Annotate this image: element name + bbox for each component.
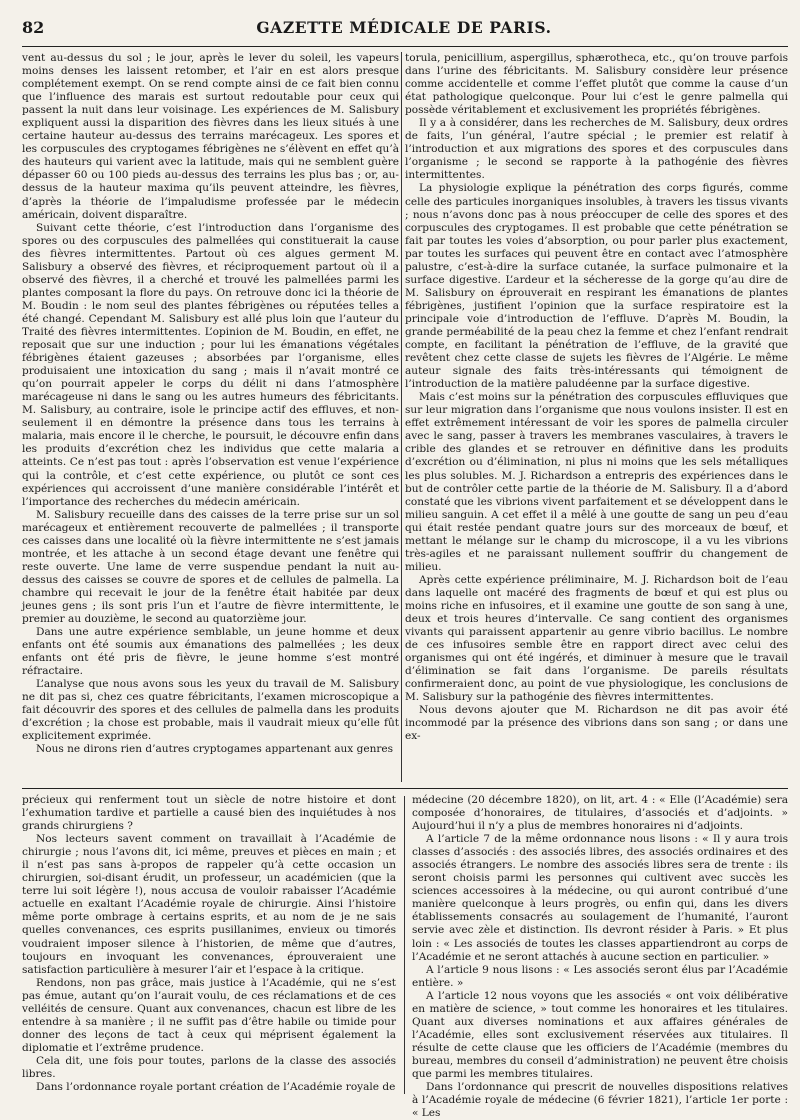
paragraph: Nous ne dirons rien d’autres cryptogames appartenant aux genres	[36, 743, 394, 756]
page-header	[22, 18, 786, 44]
article-top-left-column	[22, 52, 399, 780]
article-bottom-left-column	[22, 794, 396, 1094]
page-title: GAZETTE MÉDICALE DE PARIS.	[256, 18, 552, 37]
paragraph: A l’article 7 de la même ordonnance nous lisons : « Il y aura trois classes d’associés : des associés libres, des associés ordinaires et des associés étrangers. Le nombre des associés libres sera de trente : ils seront choisis parmi les personnes qui cultivent avec succès les sciences accessoires à la médecine, ou qui auront contribué d’une manière quelconque à leurs progrès, ou enfin qui, dans les divers établissements consacrés au soulagement de l’humanité, l’auront servie avec zèle et distinction. Ils devront résider à Paris. » Et plus loin : « Les associés de toutes les classes appartiendront au corps de l’Académie et ne seront attachés à aucune section en particulier. »	[412, 833, 788, 963]
paragraph: Nos lecteurs savent comment on travaillait à l’Académie de chirurgie ; nous l’avons dit, ici même, preuves et pièces en main ; et il n’est pas sans à-propos de rappeler qu’à cette occasion un chirurgien, soi-disant érudit, un professeur, un académicien (que la terre lui soit légère !), nous accusa de vouloir rabaisser l’Académie actuelle en exaltant l’Académie royale de chirurgie. Ainsi l’histoire même porte ombrage à certains esprits, et au nom de je ne sais quelles convenances, ces esprits pusillanimes, envieux ou timorés voudraient imposer silence à l’historien, de même que d’autres, toujours en invoquant les convenances, éprouveraient une satisfaction particulière à mesurer l’air et l’espace à la critique.	[22, 833, 396, 976]
paragraph: Rendons, non pas grâce, mais justice à l’Académie, qui ne s’est pas émue, autant qu’on l’aurait voulu, de ces réclamations et de ces velléités de censure. Quant aux convenances, chacun est libre de les entendre à sa manière ; il ne suffit pas d’être habile ou timide pour donner des leçons de tact à ceux qui méprisent également la diplomatie et l’extrême prudence.	[22, 976, 396, 1054]
article-bottom-right-column	[412, 794, 788, 1120]
paragraph: A l’article 9 nous lisons : « Les associés seront élus par l’Académie entière. »	[412, 963, 788, 989]
paragraph: Mais c’est moins sur la pénétration des corpuscules effluviques que sur leur migration dans l’organisme que nous voulons insister. Il est en effet extrêmement intéressant de voir les spores de palmella circuler avec le sang, passer à travers les membranes vasculaires, à travers le crible des glandes et se retrouver en définitive dans les produits d’excrétion ou d’élimination, ni plus ni moins que les sels métalliques les plus solubles. M. J. Richardson a entrepris des expériences dans le but de contrôler cette partie de la théorie de M. Salisbury. Il a d’abord constaté que les vibrions vivent parfaitement et se développent dans le milieu sanguin. A cet effet il a mêlé à une goutte de sang un peu d’eau qui était restée pendant quatre jours sur des morceaux de bœuf, et mettant le mélange sur le champ du microscope, il a vu les vibrions très-agiles et ne paraissant nullement souffrir du changement de milieu.	[405, 391, 788, 573]
paragraph: Nous devons ajouter que M. Richardson ne dit pas avoir été incommodé par la présence des vibrions dans son sang ; or dans une ex-	[405, 704, 788, 743]
header-rule	[22, 46, 788, 47]
paragraph: Suivant cette théorie, c’est l’introduction dans l’organisme des spores ou des corpuscules des palmellées qui constituerait la cause des fièvres intermittentes. Partout où ces algues germent M. Salisbury a observé des fièvres, et réciproquement partout où il a observé des fièvres, il a cherché et trouvé les palmellées parmi les plantes composant la flore du pays. On retrouve donc ici la théorie de M. Boudin : le nom seul des plantes fébrigènes ou réputées telles a été changé. Cependant M. Salisbury est allé plus loin que l’auteur du Traité des fièvres intermittentes. L’opinion de M. Boudin, en effet, ne reposait que sur une induction ; pour lui les émanations végétales fébrigènes étaient gazeuses ; absorbées par l’organisme, elles produisaient une intoxication du sang ; mais il n’avait montré ce qu’on pourrait appeler le corps du délit ni dans l’atmosphère marécageuse ni dans le sang ou les autres humeurs des fébricitants. M. Salisbury, au contraire, isole le principe actif des effluves, et non-seulement il en démontre la présence dans tous les terrains à malaria, mais encore il le cherche, le poursuit, le découvre enfin dans les produits d’excrétion chez les individus que cette malaria a atteints. Ce n’est pas tout : après l’observation est venue l’expérience qui la contrôle, et c’est cette expérience, ou plutôt ce sont ces expériences qui accroissent d’une manière considérable l’intérêt et l’importance des recherches du médecin américain.	[22, 221, 399, 508]
paragraph: torula, penicillium, aspergillus, sphærotheca, etc., qu’on trouve parfois dans l’urine des fébricitants. M. Salisbury considère leur présence comme accidentelle et comme l’effet plutôt que comme la cause d’un état pathologique quelconque. Pour lui c’est le genre palmella qui possède véritablement et exclusivement les propriétés fébrigènes.	[405, 52, 788, 117]
paragraph: Dans l’ordonnance royale portant création de l’Académie royale de	[36, 1081, 396, 1094]
page-number: 82	[22, 18, 45, 37]
paragraph: Cela dit, une fois pour toutes, parlons de la classe des associés libres.	[22, 1054, 396, 1080]
paragraph: L’analyse que nous avons sous les yeux du travail de M. Salisbury ne dit pas si, chez ces quatre fébricitants, l’examen microscopique a fait découvrir des spores et des cellules de palmella dans les produits d’excrétion ; la chose est probable, mais il vaudrait mieux qu’elle fût explicitement exprimée.	[22, 678, 399, 743]
article-top-right-column	[405, 52, 788, 780]
paragraph: Dans l’ordonnance qui prescrit de nouvelles dispositions relatives à l’Académie royale de médecine (6 février 1821), l’article 1er porte : « Les	[412, 1081, 788, 1120]
paragraph: Il y a à considérer, dans les recherches de M. Salisbury, deux ordres de faits, l’un général, l’autre spécial ; le premier est relatif à l’introduction et aux migrations des spores et des corpuscules dans l’organisme ; le second se rapporte à la pathogénie des fièvres intermittentes.	[405, 117, 788, 182]
paragraph: Après cette expérience préliminaire, M. J. Richardson boit de l’eau dans laquelle ont macéré des fragments de bœuf et qui est plus ou moins riche en infusoires, et il examine une goutte de son sang à une, deux et trois heures d’intervalle. Ce sang contient des organismes vivants qui paraissent appartenir au genre vibrio bacillus. Le nombre de ces infusoires semble être en rapport direct avec celui des organismes qui ont été ingérés, et diminuer à mesure que le travail d’élimination se fait dans l’organisme. De pareils résultats confirmeraient donc, au point de vue physiologique, les conclusions de M. Salisbury sur la pathogénie des fièvres intermittentes.	[405, 573, 788, 704]
section-rule	[22, 788, 788, 789]
paragraph: vent au-dessus du sol ; le jour, après le lever du soleil, les vapeurs moins denses les laissent retomber, et l’air en est alors presque complétement exempt. On se rend compte ainsi de ce fait bien connu que l’influence des marais est surtout redoutable pour ceux qui passent la nuit dans leur voisinage. Les expériences de M. Salisbury expliquent aussi la disparition des fièvres dans les lieux situés à une certaine hauteur au-dessus des terrains marécageux. Les spores et les corpuscules des cryptogames fébrigènes ne s’élèvent en effet qu’à des hauteurs qui varient avec la latitude, mais qui ne semblent guère dépasser 60 ou 100 pieds au-dessus des terrains les plus bas ; or, au-dessus de la hauteur maxima qu’ils peuvent atteindre, les fièvres, d’après la théorie de l’impaludisme professée par le médecin américain, doivent disparaître.	[22, 52, 399, 221]
paragraph: A l’article 12 nous voyons que les associés « ont voix délibérative en matière de science, » tout comme les honoraires et les titulaires. Quant aux diverses nominations et aux affaires générales de l’Académie, elles sont exclusivement réservées aux titulaires. Il résulte de cette clause que les officiers de l’Académie (membres du bureau, membres du conseil d’administration) ne peuvent être choisis que parmi les membres titulaires.	[412, 989, 788, 1080]
paragraph: médecine (20 décembre 1820), on lit, art. 4 : « Elle (l’Académie) sera composée d’honoraires, de titulaires, d’associés et d’adjoints. » Aujourd’hui il n’y a plus de membres honoraires ni d’adjoints.	[412, 794, 788, 833]
paragraph: La physiologie explique la pénétration des corps figurés, comme celle des particules inorganiques insolubles, à travers les tissus vivants ; nous n’avons donc pas à nous préoccuper de celle des spores et des corpuscules des cryptogames. Il est probable que cette pénétration se fait par toutes les voies d’absorption, ou pour parler plus exactement, par toutes les surfaces qui peuvent être en contact avec l’atmosphère palustre, c’est-à-dire la surface cutanée, la surface pulmonaire et la surface digestive. L’ardeur et la sécheresse de la gorge qu’au dire de M. Salisbury on éprouverait en respirant les émanations de plantes fébrigènes, justifient l’opinion que la surface respiratoire est la principale voie d’introduction de l’effluve. D’après M. Boudin, la grande perméabilité de la peau chez la femme et chez l’enfant rendrait compte, en facilitant la pénétration de l’effluve, de la gravité que revêtent chez cette classe de sujets les fièvres de l’Algérie. Le même auteur signale des faits très-intéressants qui témoignent de l’introduction de la matière paludéenne par la surface digestive.	[405, 182, 788, 391]
column-divider	[404, 796, 405, 1094]
paragraph: M. Salisbury recueille dans des caisses de la terre prise sur un sol marécageux et entièrement recouverte de palmellées ; il transporte ces caisses dans une localité où la fièvre intermittente ne s’est jamais montrée, et les attache à un second étage devant une fenêtre qui reste ouverte. Une lame de verre suspendue pendant la nuit au-dessus des caisses se couvre de spores et de cellules de palmella. La chambre qui recevait le jour de la fenêtre était habitée par deux jeunes gens ; ils sont pris l’un et l’autre de fièvre intermittente, le premier au douzième, le second au quatorzième jour.	[22, 508, 399, 626]
column-divider	[401, 52, 402, 782]
paragraph: précieux qui renferment tout un siècle de notre histoire et dont l’exhumation tardive et partielle a causé bien des inquiétudes à nos grands chirurgiens ?	[22, 794, 396, 833]
paragraph: Dans une autre expérience semblable, un jeune homme et deux enfants ont été soumis aux émanations des palmellées ; les deux enfants ont été pris de fièvre, le jeune homme s’est montré réfractaire.	[22, 626, 399, 678]
